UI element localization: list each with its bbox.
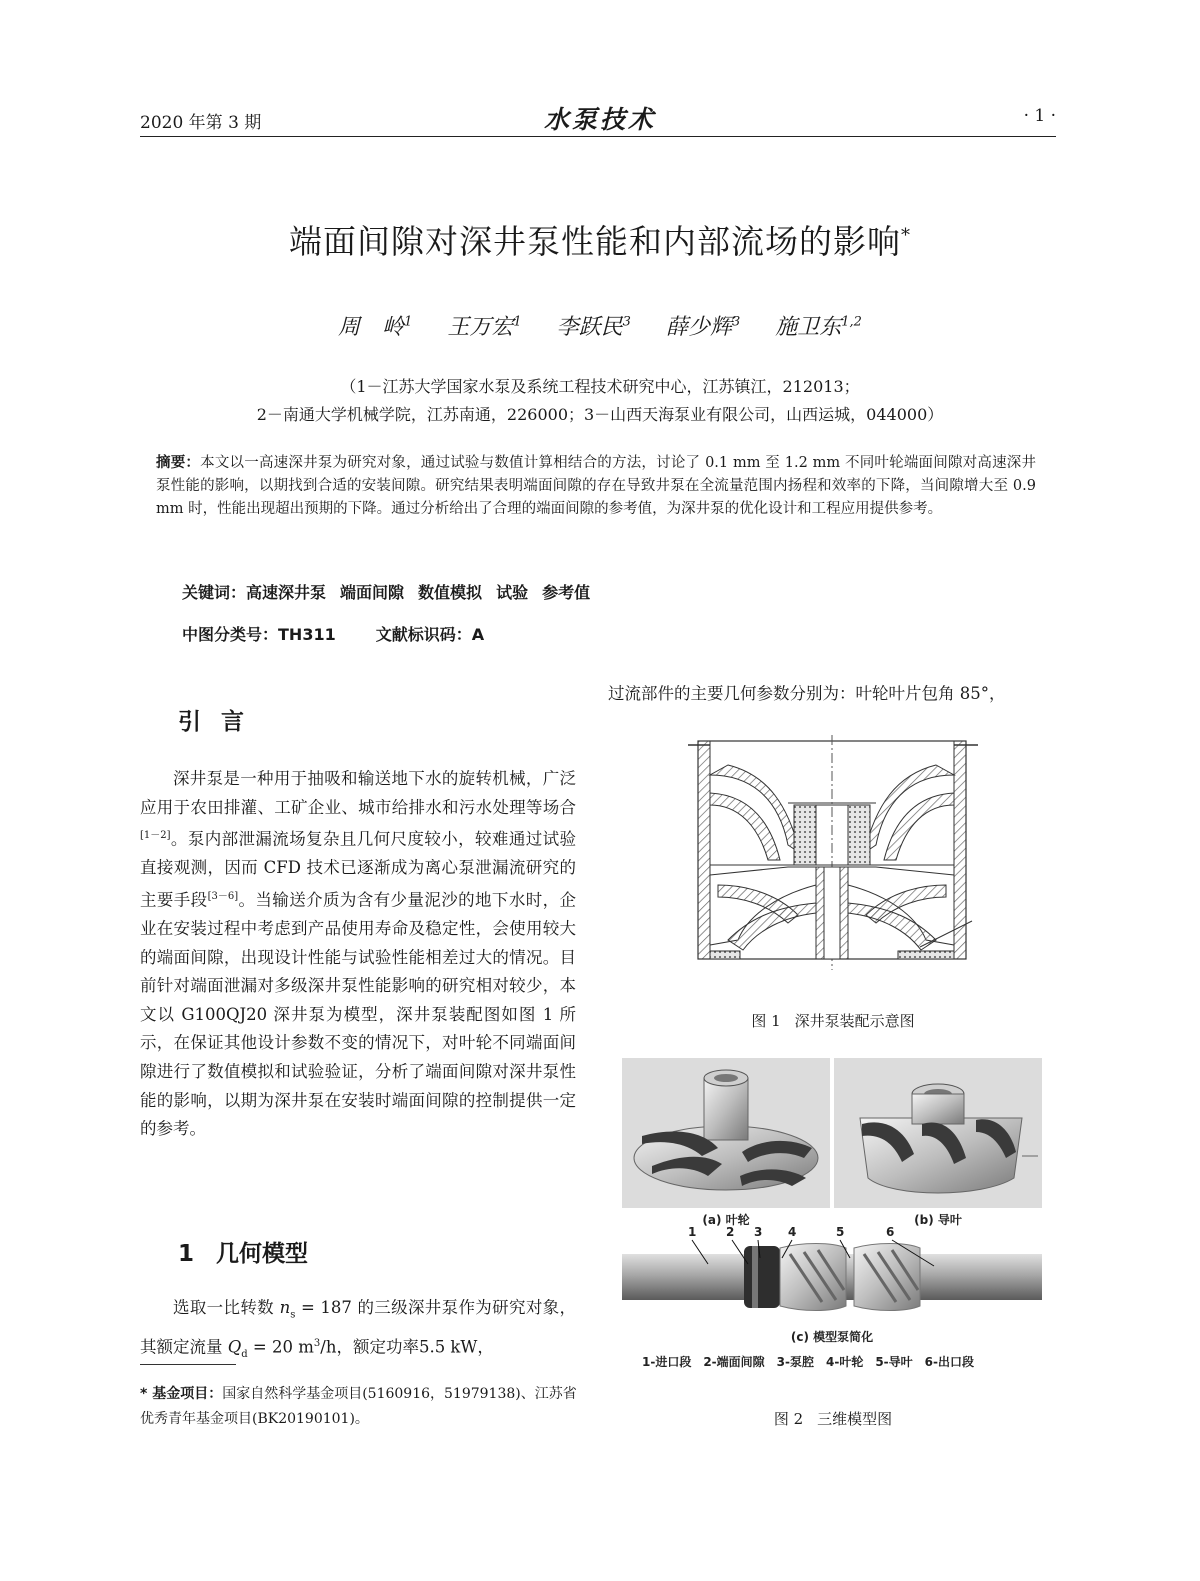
part-number: 1 — [688, 1225, 697, 1239]
abstract — [156, 452, 1036, 521]
figure-2-caption: 图 2 三维模型图 — [773, 1410, 893, 1428]
figure-2c-label: (c) 模型泵简化 — [790, 1330, 874, 1344]
part-number: 4 — [788, 1225, 797, 1239]
citation: [1－2] — [140, 830, 171, 842]
author: 施卫东$^{1,2}$ — [775, 314, 862, 340]
title-text: 端面间隙对深井泵性能和内部流场的影响 — [289, 222, 901, 261]
intro-paragraph: 深井泵是一种用于抽吸和输送地下水的旋转机械，广泛应用于农田排灌、工矿企业、城市给排水和污水处理等场合[1－2]。泵内部泄漏流场复杂且几何尺度较小，较难通过试验直接观测，因而 CFD 技术已逐渐成为离心泵泄漏流研究的主要手段[3－6]。当输送介质为含有少量泥沙的地下水时，企业在安装过程中考虑到产品使用寿命及稳定性，会使用较大的端面间隙，出现设计性能与试验性能相差过大的情况。目前针对端面泄漏对多级深井泵性能影响的研究相对较少，本文以 G100QJ20 深井泵为模型，深井泵装配图如图 1 所示，在保证其他设计参数不变的情况下，对叶轮不同端面间隙进行了数值模拟和试验验证，分析了端面间隙对深井泵性能的影响，以期为深井泵在安装时端面间隙的控制提供一定的参考。 — [140, 769, 576, 1139]
journal-name: 水泵技术 — [543, 105, 656, 134]
affiliation-line-2: 2－南通大学机械学院，江苏南通，226000；3－山西天海泵业有限公司，山西运城，044000） — [256, 405, 944, 424]
keyword: 数值模拟 — [418, 583, 483, 602]
figure-1-caption: 图 1 深井泵装配示意图 — [751, 1012, 915, 1030]
author: 薛少辉$^3$ — [665, 314, 741, 340]
citation: [3－6] — [207, 890, 239, 902]
abstract-label: 摘要： — [156, 455, 201, 471]
figure-2b-label: (b) 导叶 — [914, 1213, 962, 1227]
part-number: 6 — [886, 1225, 895, 1239]
footnote-label: * 基金项目： — [140, 1386, 223, 1402]
figure-1-assembly-drawing — [688, 735, 978, 970]
keywords — [182, 580, 590, 603]
author: 周 岭$^1$ — [338, 314, 413, 340]
figure-2a-label: (a) 叶轮 — [702, 1213, 750, 1227]
part-number: 5 — [836, 1225, 845, 1239]
part-number: 3 — [754, 1225, 763, 1239]
part-number: 2 — [726, 1225, 735, 1239]
page-number: · 1 · — [1023, 106, 1056, 126]
clc-label: 中图分类号： — [182, 625, 279, 644]
clc-value: TH311 — [278, 625, 336, 644]
doc-code-value: A — [471, 625, 485, 644]
affiliation-line-1: （1－江苏大学国家水泵及系统工程技术研究中心，江苏镇江，212013； — [340, 377, 860, 396]
figure-2-3d-models — [622, 1058, 1042, 1398]
section-heading-geometry: 1 几何模型 — [178, 1241, 309, 1267]
section-heading-intro: 引言 — [178, 709, 264, 735]
footnote-rule — [140, 1364, 236, 1365]
keyword: 高速深井泵 — [246, 583, 327, 602]
doc-code-label: 文献标识码： — [375, 625, 472, 644]
figure-2-legend: 1-进口段 2-端面间隙 3-泵腔 4-叶轮 5-导叶 6-出口段 — [642, 1355, 974, 1369]
header-rule — [140, 136, 1056, 137]
keyword: 试验 — [496, 583, 529, 602]
footnote-text: 国家自然科学基金项目(5160916，51979138)、江苏省优秀青年基金项目(BK20190101)。 — [140, 1386, 577, 1427]
abstract-text: 本文以一高速深井泵为研究对象，通过试验与数值计算相结合的方法，讨论了 0.1 mm 至 1.2 mm 不同叶轮端面间隙对高速深井泵性能的影响，以期找到合适的安装间隙。研究结果表明端面间隙的存在导致井泵在全流量范围内扬程和效率的下降，当间隙增大至 0.9 mm 时，性能出现超出预期的下降。通过分析给出了合理的端面间隙的参考值，为深井泵的优化设计和工程应用提供参考。 — [156, 455, 1036, 517]
journal-issue: 2020 年第 3 期 — [140, 113, 262, 133]
author: 王万宏$^1$ — [447, 314, 522, 340]
keyword: 参考值 — [542, 583, 591, 602]
right-column-text: 过流部件的主要几何参数分别为：叶轮叶片包角 85°， — [608, 684, 1006, 703]
author-list — [140, 310, 1060, 341]
article-title — [140, 216, 1060, 263]
keyword: 端面间隙 — [340, 583, 405, 602]
keywords-label: 关键词： — [182, 583, 247, 602]
footnote — [140, 1382, 590, 1432]
title-footnote-mark: * — [901, 225, 911, 246]
geometry-paragraph: 选取一比转数 $n_s = 187$ 的三级深井泵作为研究对象，其额定流量 $Q_d = 20$ $m^3/h$，额定功率5.5 kW， — [140, 1298, 576, 1360]
author: 李跃民$^3$ — [556, 314, 631, 340]
classification — [182, 622, 484, 645]
